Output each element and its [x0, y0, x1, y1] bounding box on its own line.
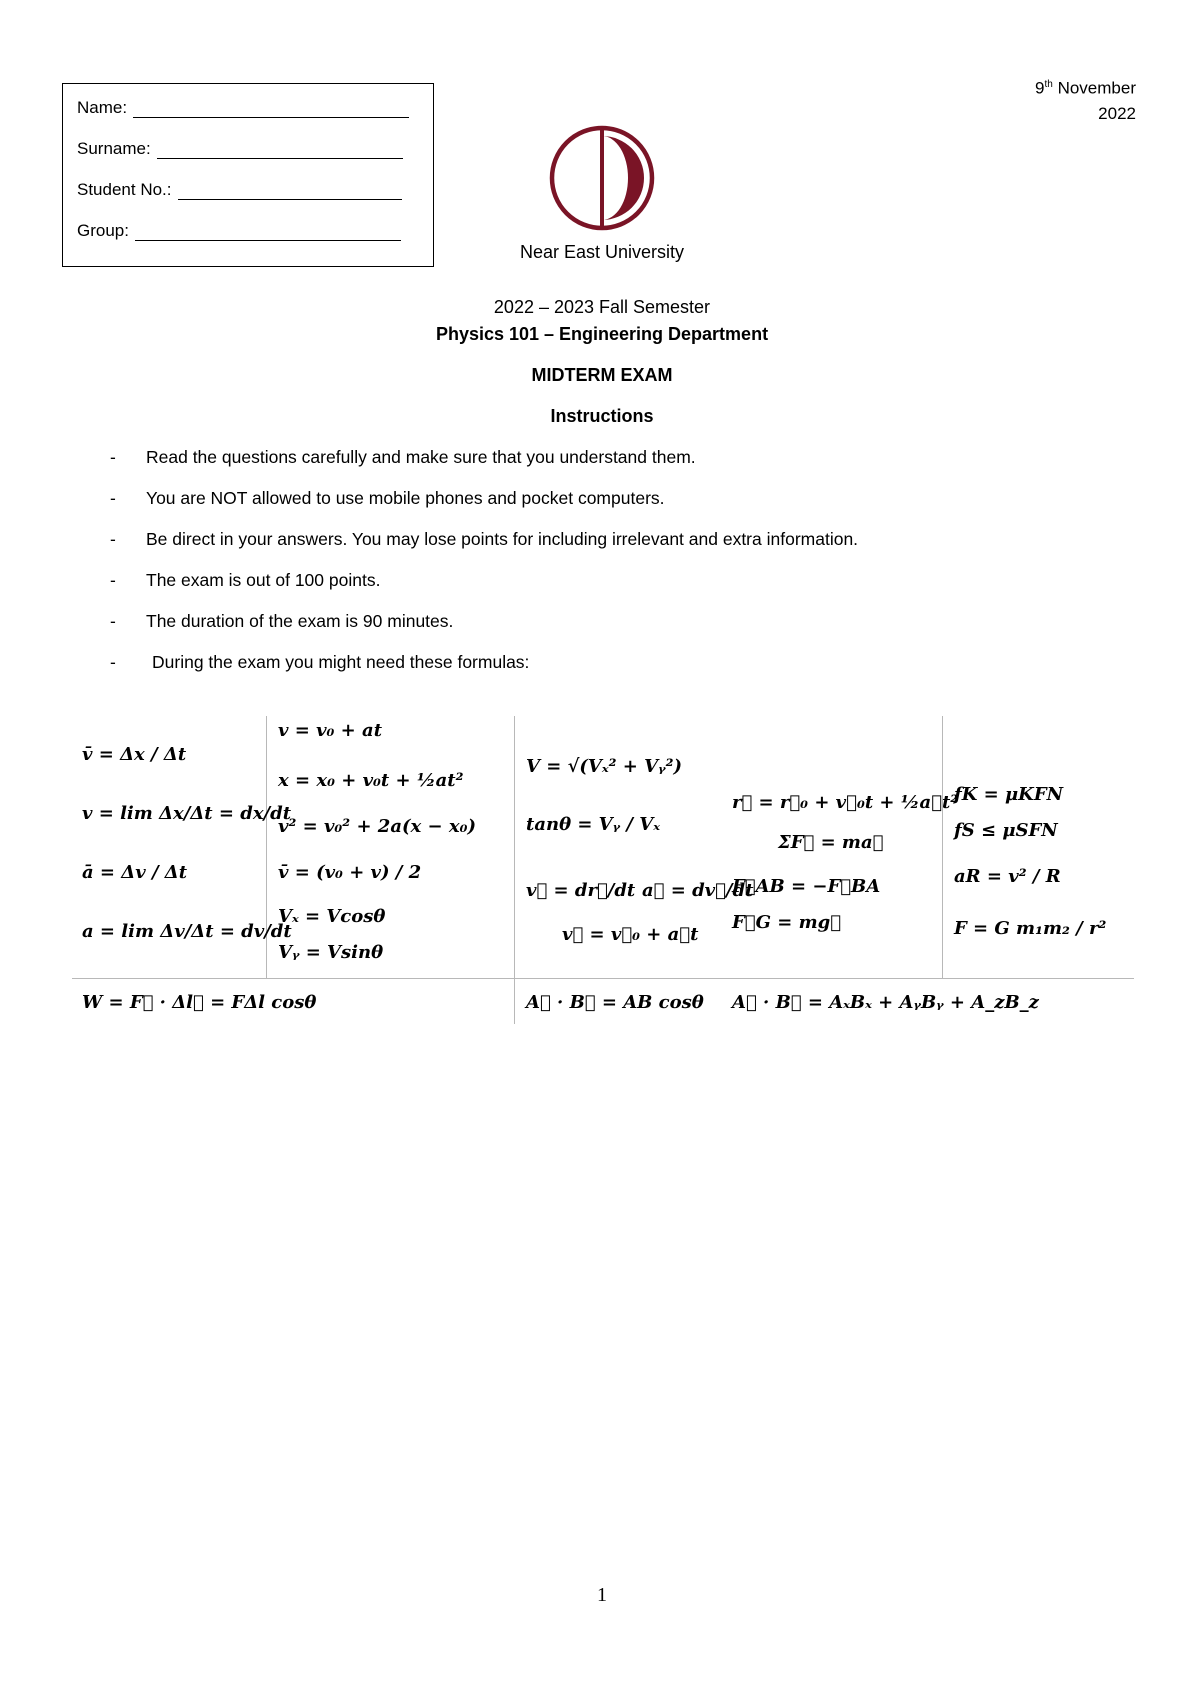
formula-tan: tanθ = Vᵧ / Vₓ	[526, 814, 660, 835]
instruction-item: - You are NOT allowed to use mobile phones and pocket computers.	[110, 488, 665, 508]
date-month: November	[1057, 78, 1136, 98]
formula-vy: Vᵧ = Vsinθ	[278, 942, 384, 963]
exam-title: MIDTERM EXAM	[531, 365, 673, 385]
formula-gravity: F = G m₁m₂ / r²	[954, 918, 1107, 939]
formula-dot-product: A⃗ · B⃗ = AB cosθ	[526, 992, 704, 1013]
name-field[interactable]	[133, 99, 409, 118]
formula-v-vector-2: v⃗ = v⃗₀ + a⃗t	[562, 924, 699, 945]
course-title: Physics 101 – Engineering Department	[435, 324, 769, 344]
formula-x: x = x₀ + v₀t + ½at²	[278, 770, 464, 791]
semester: 2022 – 2023 Fall Semester	[493, 297, 711, 317]
formula-v-average: v̄ = (v₀ + v) / 2	[278, 862, 422, 883]
group-field[interactable]	[135, 222, 401, 241]
formula-avg-velocity: v̄ = Δx / Δt	[82, 744, 187, 765]
formula-a-vector: a⃗ = dv⃗/dt	[642, 880, 754, 901]
instruction-item: - Be direct in your answers. You may lose points for including irrelevant and extra information.	[110, 529, 859, 549]
formula-work: W = F⃗ · Δl⃗ = FΔl cosθ	[82, 992, 317, 1013]
student-no-field[interactable]	[178, 181, 402, 200]
table-divider	[72, 978, 1134, 979]
university-name: Near East University	[519, 242, 685, 262]
formula-v-squared: v² = v₀² + 2a(x − x₀)	[278, 816, 476, 837]
exam-date	[1035, 72, 1136, 126]
formula-r-vector: r⃗ = r⃗₀ + v⃗₀t + ½a⃗t²	[732, 792, 959, 813]
formula-newton-third: F⃗AB = −F⃗BA	[732, 876, 881, 897]
table-divider	[942, 716, 943, 978]
formula-kinetic-friction: fK = μKFN	[954, 784, 1064, 805]
date-day-suffix: th	[1044, 79, 1053, 90]
instruction-item: - Read the questions carefully and make sure that you understand them.	[110, 447, 696, 467]
formula-vx: Vₓ = Vcosθ	[278, 906, 386, 927]
formula-table	[72, 716, 1134, 1024]
surname-row	[77, 137, 403, 159]
group-label: Group:	[77, 221, 129, 240]
formula-v-magnitude: V = √(Vₓ² + Vᵧ²)	[526, 756, 682, 777]
formula-centripetal: aR = v² / R	[954, 866, 1061, 887]
date-day: 9	[1035, 78, 1045, 98]
name-row	[77, 96, 409, 118]
page-number: 1	[597, 1584, 607, 1606]
formula-inst-velocity: v = lim Δx/Δt = dx/dt	[82, 803, 292, 824]
formula-dot-components: A⃗ · B⃗ = AₓBₓ + AᵧBᵧ + A_zB_z	[732, 992, 1039, 1013]
formula-avg-accel: ā = Δv / Δt	[82, 862, 188, 883]
formula-newton-second: ΣF⃗ = ma⃗	[778, 832, 884, 853]
formula-inst-accel: a = lim Δv/Δt = dv/dt	[82, 921, 292, 942]
name-label: Name:	[77, 98, 128, 117]
formula-static-friction: fS ≤ μSFN	[954, 820, 1058, 841]
student-no-label: Student No.:	[77, 180, 172, 199]
formula-v: v = v₀ + at	[278, 720, 383, 741]
student-info-box	[62, 83, 434, 267]
instruction-item: - During the exam you might need these formulas:	[110, 652, 530, 672]
university-logo	[548, 124, 656, 232]
student-no-row	[77, 178, 402, 200]
surname-label: Surname:	[77, 139, 151, 158]
instructions-title: Instructions	[550, 406, 654, 426]
date-year: 2022	[1098, 103, 1136, 123]
group-row	[77, 219, 401, 241]
surname-field[interactable]	[157, 140, 403, 159]
formula-weight: F⃗G = mg⃗	[732, 912, 842, 933]
instruction-item: - The duration of the exam is 90 minutes.	[110, 611, 454, 631]
instruction-item: - The exam is out of 100 points.	[110, 570, 381, 590]
formula-v-vector: v⃗ = dr⃗/dt	[526, 880, 636, 901]
